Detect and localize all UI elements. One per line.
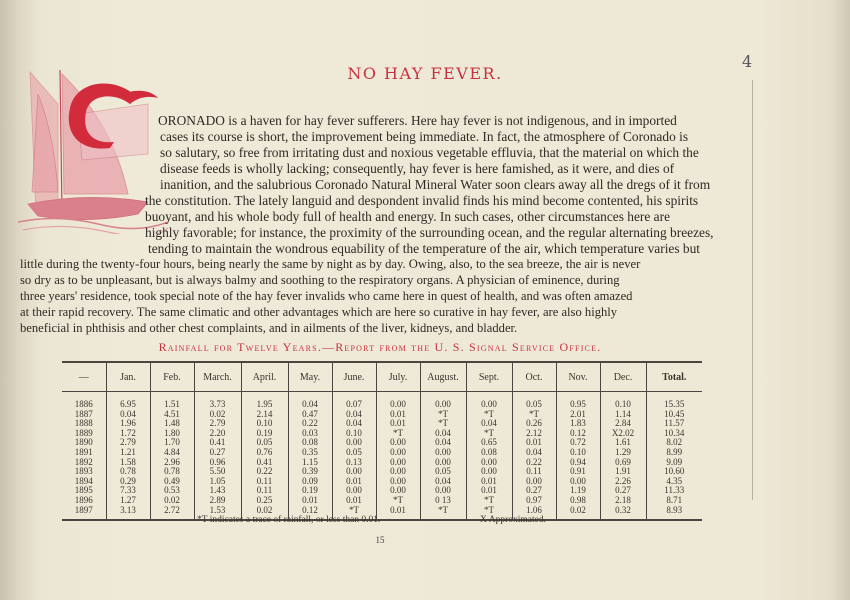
rainfall-cell: 1.95: [241, 392, 288, 410]
rainfall-cell: 0.10: [600, 392, 646, 410]
rainfall-cell: 1.15: [288, 458, 332, 468]
header-cell: June.: [332, 362, 376, 392]
rainfall-cell: 0.01: [466, 477, 512, 487]
rainfall-cell: 8.99: [646, 448, 702, 458]
rainfall-cell: 0.11: [241, 477, 288, 487]
rainfall-table: [62, 361, 702, 521]
year-cell: 1897: [62, 506, 106, 521]
rainfall-cell: 8.93: [646, 506, 702, 521]
rainfall-cell: 1.29: [600, 448, 646, 458]
rainfall-cell: 0.04: [512, 448, 556, 458]
table-row: [62, 419, 702, 429]
year-cell: 1888: [74, 418, 93, 429]
rainfall-cell: 0.12: [556, 429, 600, 439]
page-mark: 4: [742, 52, 753, 71]
rainfall-cell: 0.19: [288, 486, 332, 496]
rainfall-cell: *T: [332, 506, 376, 521]
rainfall-cell: 0.01: [466, 486, 512, 496]
rainfall-cell: 1.61: [600, 438, 646, 448]
rainfall-cell: 10.34: [646, 429, 702, 439]
body-line: the constitution. The lately languid and despondent invalid finds his mind become contented, his spirits: [145, 193, 699, 208]
rainfall-cell: 10.60: [646, 467, 702, 477]
body-line: ORONADO is a haven for hay fever sufferers. Here hay fever is not indigenous, and in imported: [158, 113, 677, 128]
body-line: little during the twenty-four hours, being nearly the same by night as by day. Owing, also, to the sea breeze, the air is never: [20, 257, 641, 271]
rainfall-cell: 0.00: [512, 477, 556, 487]
rainfall-cell: 0.05: [241, 438, 288, 448]
year-cell: 1891: [74, 446, 93, 457]
rainfall-cell: 0.01: [332, 477, 376, 487]
rainfall-cell: 1.27: [106, 496, 150, 506]
rainfall-cell: 7.33: [106, 486, 150, 496]
body-line: cases its course is short, the improvement being immediate. In fact, the atmosphere of Coronado is: [160, 129, 689, 144]
body-line: three years' residence, took special note of the hay fever invalids who came here in quest of health, and was often amazed: [20, 289, 633, 303]
rainfall-cell: 0.02: [194, 410, 241, 420]
rainfall-cell: *T: [376, 496, 420, 506]
rainfall-cell: 1.43: [194, 486, 241, 496]
rainfall-cell: 0.27: [600, 486, 646, 496]
table-row: [62, 467, 702, 477]
header-cell: April.: [241, 362, 288, 392]
rainfall-cell: 3.73: [194, 392, 241, 410]
rainfall-cell: 0.04: [420, 438, 466, 448]
rainfall-cell: 0.08: [288, 438, 332, 448]
rainfall-cell: 1.70: [150, 438, 194, 448]
rainfall-cell: 1.19: [556, 486, 600, 496]
rainfall-cell: 9.09: [646, 458, 702, 468]
year-cell: 1892: [74, 456, 93, 467]
year-cell: 1890: [74, 437, 93, 448]
rainfall-cell: X2.02: [600, 429, 646, 439]
rainfall-cell: 0.09: [288, 477, 332, 487]
rainfall-cell: 4.84: [150, 448, 194, 458]
body-line: beneficial in phthisis and other chest complaints, and in ailments of the liver, kidneys, and bladder.: [20, 321, 518, 335]
rainfall-cell: 0.32: [600, 506, 646, 521]
rainfall-cell: 4.35: [646, 477, 702, 487]
table-row: [62, 438, 702, 448]
rainfall-cell: 0.04: [288, 392, 332, 410]
header-cell: Nov.: [556, 362, 600, 392]
rainfall-cell: 0 13: [420, 496, 466, 506]
rainfall-cell: 15.35: [646, 392, 702, 410]
rainfall-cell: 8.02: [646, 438, 702, 448]
rainfall-cell: 0.10: [241, 419, 288, 429]
margin-rule: [752, 80, 753, 500]
rainfall-cell: 0.02: [150, 496, 194, 506]
rainfall-cell: 0.94: [556, 458, 600, 468]
rainfall-cell: 0.41: [194, 438, 241, 448]
year-cell: 1895: [74, 485, 93, 496]
rainfall-cell: 0.00: [420, 486, 466, 496]
rainfall-cell: 0.65: [466, 438, 512, 448]
rainfall-cell: *T: [420, 410, 466, 420]
year-cell: 1893: [74, 466, 93, 477]
rainfall-cell: 2.12: [512, 429, 556, 439]
rainfall-cell: 0.01: [376, 506, 420, 521]
table-row: [62, 429, 702, 439]
header-cell: August.: [420, 362, 466, 392]
header-cell: —: [62, 362, 106, 392]
rainfall-cell: *T: [512, 410, 556, 420]
rainfall-cell: 0.11: [241, 486, 288, 496]
rainfall-cell: 2.89: [194, 496, 241, 506]
rainfall-cell: 6.95: [106, 392, 150, 410]
rainfall-cell: 0.22: [241, 467, 288, 477]
table-heading: Rainfall for Twelve Years.—Report from the U. S. Signal Service Office.: [158, 340, 602, 354]
rainfall-cell: 5.50: [194, 467, 241, 477]
rainfall-cell: *T: [420, 506, 466, 521]
rainfall-cell: 0.01: [376, 419, 420, 429]
rainfall-cell: 0.76: [241, 448, 288, 458]
page-number: 15: [375, 535, 385, 545]
rainfall-cell: 0.78: [106, 467, 150, 477]
rainfall-cell: 0.98: [556, 496, 600, 506]
body-line: inanition, and the salubrious Coronado Natural Mineral Water soon clears away all the dregs of it from: [160, 177, 711, 192]
rainfall-cell: 0.10: [556, 448, 600, 458]
rainfall-cell: 2.14: [241, 410, 288, 420]
rainfall-cell: 0.07: [332, 392, 376, 410]
rainfall-cell: 0.01: [332, 496, 376, 506]
rainfall-cell: *T: [466, 506, 512, 521]
rainfall-cell: 0.00: [466, 467, 512, 477]
rainfall-cell: 2.01: [556, 410, 600, 420]
rainfall-cell: *T: [466, 496, 512, 506]
rainfall-cell: 0.00: [376, 458, 420, 468]
rainfall-cell: 0.04: [332, 419, 376, 429]
rainfall-cell: 0.00: [420, 392, 466, 410]
rainfall-cell: 0.49: [150, 477, 194, 487]
header-cell: Oct.: [512, 362, 556, 392]
rainfall-cell: 0.00: [466, 392, 512, 410]
table-row: [62, 477, 702, 487]
page-title: NO HAY FEVER.: [347, 64, 503, 83]
rainfall-cell: 1.58: [106, 458, 150, 468]
rainfall-cell: 0.11: [512, 467, 556, 477]
rainfall-cell: 0.01: [512, 438, 556, 448]
rainfall-cell: 0.96: [194, 458, 241, 468]
rainfall-cell: 0.04: [106, 410, 150, 420]
rainfall-cell: 1.06: [512, 506, 556, 521]
rainfall-cell: 1.14: [600, 410, 646, 420]
header-cell: March.: [194, 362, 241, 392]
rainfall-cell: 11.33: [646, 486, 702, 496]
table-row: [62, 410, 702, 420]
table-row: [62, 448, 702, 458]
rainfall-cell: *T: [376, 429, 420, 439]
rainfall-cell: *T: [420, 419, 466, 429]
table-header-row: [62, 362, 702, 392]
rainfall-cell: 0.01: [376, 410, 420, 420]
rainfall-cell: *T: [466, 410, 512, 420]
rainfall-cell: 0.26: [512, 419, 556, 429]
rainfall-cell: 2.84: [600, 419, 646, 429]
rainfall-cell: 2.72: [150, 506, 194, 521]
rainfall-cell: 0.00: [556, 477, 600, 487]
rainfall-cell: 0.29: [106, 477, 150, 487]
rainfall-cell: 0.22: [288, 419, 332, 429]
rainfall-cell: 0.00: [420, 448, 466, 458]
rainfall-cell: 0.27: [194, 448, 241, 458]
rainfall-cell: 0.72: [556, 438, 600, 448]
table-body: [62, 392, 702, 521]
rainfall-cell: 1.72: [106, 429, 150, 439]
header-cell-total: Total.: [646, 362, 702, 392]
table-row: [62, 392, 702, 410]
rainfall-cell: 0.78: [150, 467, 194, 477]
footnote-trace: *T indicates a trace of rainfall, or less than 0.01.: [197, 515, 381, 525]
year-cell: 1894: [74, 475, 93, 486]
rainfall-cell: 0.91: [556, 467, 600, 477]
rainfall-cell: 3.13: [106, 506, 150, 521]
rainfall-cell: 0.02: [241, 506, 288, 521]
rainfall-cell: *T: [466, 429, 512, 439]
rainfall-cell: 0.03: [288, 429, 332, 439]
rainfall-cell: 0.39: [288, 467, 332, 477]
rainfall-cell: 1.91: [600, 467, 646, 477]
body-line: highly favorable; for instance, the proximity of the surrounding ocean, and the regular alternating breezes,: [145, 225, 714, 240]
year-cell: 1896: [74, 494, 93, 505]
rainfall-cell: 1.80: [150, 429, 194, 439]
rainfall-cell: 0.00: [420, 458, 466, 468]
rainfall-cell: 11.57: [646, 419, 702, 429]
rainfall-cell: 10.45: [646, 410, 702, 420]
rainfall-cell: 0.04: [332, 410, 376, 420]
rainfall-cell: 1.21: [106, 448, 150, 458]
header-cell: July.: [376, 362, 420, 392]
rainfall-cell: 0.00: [332, 438, 376, 448]
rainfall-cell: 0.04: [420, 477, 466, 487]
rainfall-cell: 0.35: [288, 448, 332, 458]
rainfall-cell: 0.00: [376, 438, 420, 448]
body-line: buoyant, and his whole body full of health and energy. In such cases, other circumstances here are: [145, 209, 671, 224]
header-cell: Sept.: [466, 362, 512, 392]
body-line: so dry as to be unpleasant, but is always balmy and soothing to the respiratory organs. A physician of eminence, during: [20, 273, 620, 287]
rainfall-cell: 0.00: [376, 477, 420, 487]
rainfall-cell: 0.22: [512, 458, 556, 468]
rainfall-cell: 1.48: [150, 419, 194, 429]
rainfall-cell: 0.01: [288, 496, 332, 506]
table-row: [62, 506, 702, 521]
rainfall-cell: 0.19: [241, 429, 288, 439]
rainfall-cell: 1.96: [106, 419, 150, 429]
year-cell: 1889: [74, 427, 93, 438]
rainfall-cell: 0.04: [420, 429, 466, 439]
rainfall-cell: 8.71: [646, 496, 702, 506]
footnote-approx: X Approximated.: [480, 515, 546, 525]
rainfall-cell: 0.00: [332, 467, 376, 477]
year-cell: 1887: [74, 408, 93, 419]
rainfall-cell: 0.95: [556, 392, 600, 410]
rainfall-cell: 0.04: [466, 419, 512, 429]
rainfall-cell: 2.96: [150, 458, 194, 468]
rainfall-cell: 0.97: [512, 496, 556, 506]
rainfall-cell: 0.05: [512, 392, 556, 410]
rainfall-cell: 0.41: [241, 458, 288, 468]
rainfall-cell: 0.08: [466, 448, 512, 458]
rainfall-cell: 0.00: [376, 448, 420, 458]
header-cell: May.: [288, 362, 332, 392]
header-cell: Dec.: [600, 362, 646, 392]
rainfall-cell: 0.00: [376, 392, 420, 410]
rainfall-cell: 0.25: [241, 496, 288, 506]
rainfall-cell: 0.00: [376, 486, 420, 496]
rainfall-cell: 0.69: [600, 458, 646, 468]
rainfall-cell: 2.26: [600, 477, 646, 487]
body-line: so salutary, so free from irritating dust and noxious vegetable effluvia, that the material on which the: [160, 145, 699, 160]
rainfall-cell: 0.00: [376, 467, 420, 477]
rainfall-cell: 0.05: [420, 467, 466, 477]
rainfall-cell: 1.53: [194, 506, 241, 521]
rainfall-cell: 1.05: [194, 477, 241, 487]
rainfall-cell: 2.20: [194, 429, 241, 439]
header-cell: Feb.: [150, 362, 194, 392]
table-row: [62, 486, 702, 496]
rainfall-cell: 2.18: [600, 496, 646, 506]
year-cell: 1886: [74, 399, 93, 409]
body-line: disease feeds is wholly lacking; consequently, hay fever is here famished, as it were, and dies of: [160, 161, 675, 176]
rainfall-cell: 0.47: [288, 410, 332, 420]
rainfall-cell: 0.02: [556, 506, 600, 521]
body-line: at their rapid recovery. The same climatic and other advantages which are here so curative in hay fever, are also highly: [20, 305, 618, 319]
rainfall-cell: 0.00: [332, 486, 376, 496]
rainfall-cell: 0.10: [332, 429, 376, 439]
rainfall-cell: 1.83: [556, 419, 600, 429]
rainfall-cell: 0.27: [512, 486, 556, 496]
rainfall-cell: 4.51: [150, 410, 194, 420]
rainfall-cell: 0.13: [332, 458, 376, 468]
header-cell: Jan.: [106, 362, 150, 392]
rainfall-cell: 0.00: [466, 458, 512, 468]
table-row: [62, 496, 702, 506]
rainfall-cell: 1.51: [150, 392, 194, 410]
rainfall-cell: 2.79: [194, 419, 241, 429]
rainfall-cell: 0.53: [150, 486, 194, 496]
rainfall-cell: 2.79: [106, 438, 150, 448]
rainfall-cell: 0.12: [288, 506, 332, 521]
body-line: tending to maintain the wondrous equability of the temperature of the air, which temperature varies but: [148, 241, 701, 256]
table-row: [62, 458, 702, 468]
rainfall-cell: 0.05: [332, 448, 376, 458]
